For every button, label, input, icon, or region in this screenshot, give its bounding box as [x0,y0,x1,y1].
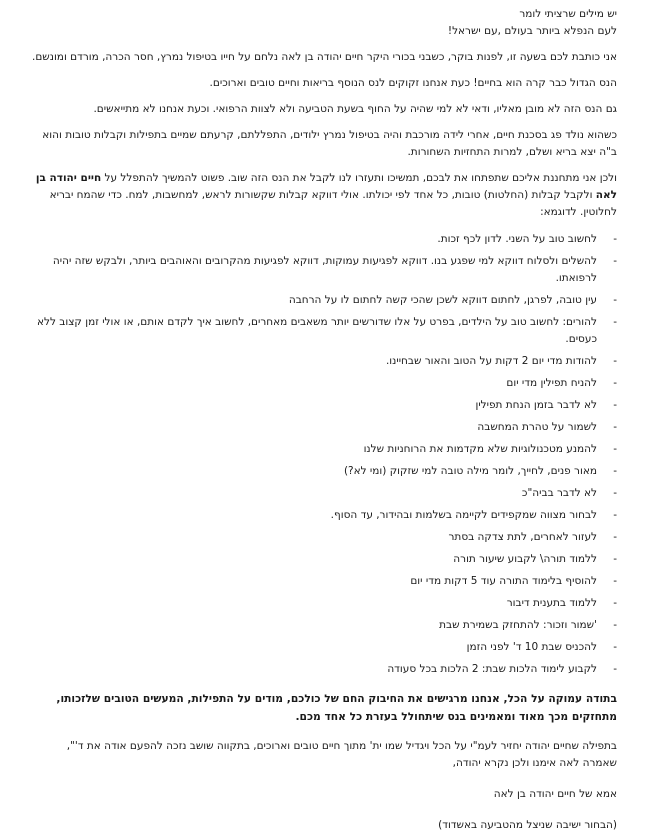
opening-line: יש מילים שרציתי לומר [519,8,617,20]
signature: אמא של חיים יהודה בן לאה [493,788,617,800]
request-name: חיים יהודה בן לאה [35,172,617,201]
paragraph-miracle: הנס הגדול כבר קרה הוא בחיים! כעת אנחנו זקוקים לנס הנוסף בריאות וחיים טובים וארוכים. [209,77,617,89]
resolution-item: - להורים: לחשוב טוב על הילדים, בפרט על אלו שדורשים יותר משאבים מאחרים, לחשוב איך לקדם אותם, או אולי זמן קצוב ללא כעסים. [30,314,597,348]
closing-prayer: בתפילה שחיים יהודה יחזיר לעמ"י על הכל ויגדיל שמו ית' מתוך חיים טובים וארוכים, בתקווה שושב נזכה להפעם אודה את ד'", שאמרה לאה אימנו ולכן נקרא יהודה, [66,740,617,769]
resolution-item: - עין טובה, לפרגן, לחתום דווקא לשכן שהכי קשה לחתום לו על הרחבה [30,292,597,309]
resolutions-list [30,231,617,678]
resolution-item: - לקבוע לימוד הלכות שבת: 2 הלכות בכל סעודה [30,661,597,678]
resolution-item: - להמנע מטכנולוגיות שלא מקדמות את הרוחניות שלנו [30,441,597,458]
resolution-item: - להניח תפילין מדי יום [30,375,597,392]
paragraph-intro: אני כותבת לכם בשעה זו, לפנות בוקר, כשבני בכורי היקר חיים יהודה בן לאה נלחם על חייו בטיפול נמרץ, חסר הכרה, מורדם ומונשם. [32,51,617,63]
resolution-item: - להשלים ולסלוח דווקא למי שפגע בנו. דווקא לפגיעות עמוקות, דווקא לפגיעות מהקרובים והאוהבים ביותר, ולבקש שזה יהיה לרפואתו. [30,253,597,287]
resolution-item: - 'שמור וזכור: להתחזק בשמירת שבת [30,617,597,634]
resolution-item: - לבחור מצווה שמקפידים לקיימה בשלמות ובהידור, עד הסוף. [30,507,597,524]
resolution-item: - לשמור על טהרת המחשבה [30,419,597,436]
request-text-end: ולקבל קבלות (החלטות) טובות, כל אחד לפי יכולתו. אולי דווקא קבלות שקשורות לראש, למחשבות, למח. כדי שהמח יבריא לחלוטין. לדוגמא: [49,189,617,218]
signature-note: (הבחור ישיבה שניצל מהטביעה באשדוד) [438,819,617,831]
resolution-item: - לחשוב טוב על השני. לדון לכף זכות. [30,231,597,248]
resolution-item: - ללמוד בתענית דיבור [30,595,597,612]
paragraph-request [30,170,617,221]
resolution-item: - להוסיף בלימוד התורה עוד 5 דקות מדי יום [30,573,597,590]
paragraph-not-despair: גם הנס הזה לא מובן מאליו, ודאי לא למי שהיה על החוף בשעת הטביעה ולא לצוות הרפואי. וכעת אנחנו לא מתייאשים. [93,103,617,115]
resolution-item: - מאור פנים, לחייך, לומר מילה טובה למי שזקוק (ומי לא?) [30,463,597,480]
resolution-item: - לעזור לאחרים, לתת צדקה בסתר [30,529,597,546]
closing-thanks: בתודה עמוקה על הכל, אנחנו מרגישים את החיבוק החם של כולכם, מודים על התפילות, המעשים הטובים שלזכותו, מתחזקים מכך מאוד ומאמינים בנס שיתחולל בעזרת כל אחד מכם. [56,692,617,723]
paragraph-birth-story: כשהוא נולד פג בסכנת חיים, אחרי לידה מורכבת והיה בטיפול נמרץ ילודים, התפללתם, קרעתם שמיים בתפילות וקבלות טובות והוא ב"ה יצא בריא ושלם, למרות התחזיות השחורות. [42,129,617,158]
opening-address: לעם הנפלא ביותר בעולם ,עם ישראל! [447,25,617,37]
resolution-item: - לא לדבר בביה"כ [30,485,597,502]
resolution-item: - להכניס שבת 10 ד' לפני הזמן [30,639,597,656]
resolution-item: - לא לדבר בזמן הנחת תפילין [30,397,597,414]
resolution-item: - ללמוד תורה\ לקבוע שיעור תורה [30,551,597,568]
request-text-start: ולכן אני מתחננת אליכם שתפתחו את לבכם, תמשיכו ותעזרו לנו לקבל את הנס הזה שוב. פשוט להמשיך להתפלל על [101,172,617,184]
resolution-item: - להודות מדי יום 2 דקות על הטוב והאור שבחיינו. [30,353,597,370]
